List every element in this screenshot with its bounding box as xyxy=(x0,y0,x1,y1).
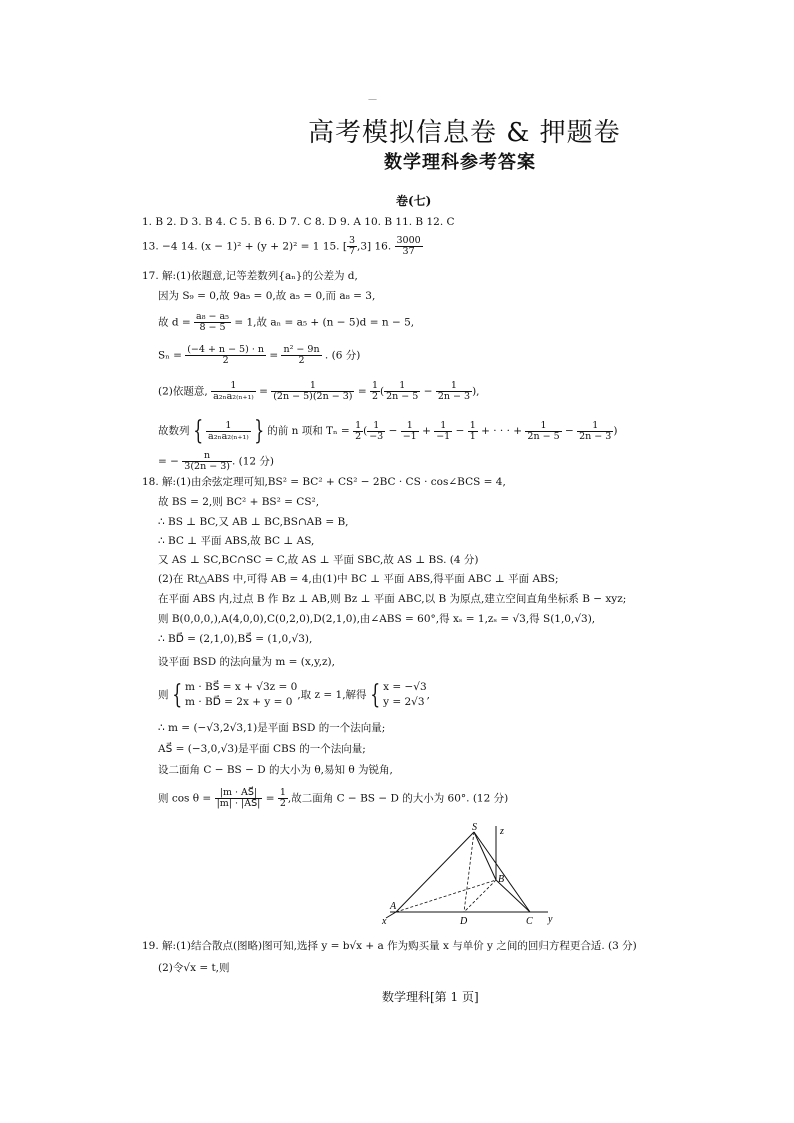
text: = xyxy=(269,349,279,362)
brace: { xyxy=(171,680,182,710)
q18-line-10: 设平面 BSD 的法向量为 m = (x,y,z), xyxy=(158,656,335,668)
equation-system xyxy=(185,680,297,710)
label-C: C xyxy=(526,916,533,927)
frac-num: 3000 xyxy=(396,235,421,246)
q18-line-8: 则 B(0,0,0,),A(4,0,0),C(0,2,0),D(2,1,0),由∠ABS = 60°,得 xₛ = 1,zₛ = √3,得 S(1,0,√3), xyxy=(158,613,596,625)
text: = 1,故 aₙ = a₅ + (n − 5)d = n − 5, xyxy=(234,316,415,329)
frac-den: 2n − 5 xyxy=(527,430,560,442)
q18-line-12: ∴ m = (−√3,2√3,1)是平面 BSD 的一个法向量; xyxy=(158,722,386,734)
frac-den: |m| · |AS⃗| xyxy=(216,798,261,809)
fraction xyxy=(194,312,231,333)
frac-den: 3(2n − 3) xyxy=(184,461,230,472)
fraction xyxy=(215,788,263,809)
equation: y = 2√3 xyxy=(383,696,425,708)
label-D: D xyxy=(460,916,468,927)
text: ( xyxy=(363,425,368,437)
frac-num: n xyxy=(182,451,232,462)
label-S: S xyxy=(472,822,477,833)
text: . (6 分) xyxy=(324,349,361,362)
text: = − xyxy=(158,455,179,468)
q17-line-6: 故数列 { $\frac{1}{\text{a₂ₙa₂₍ₙ₊₁₎}}$ } 的前 n 项和 Tₙ = $\frac{1}{2}$ ( $\frac{1}{-3}$ − $\frac{1}{-1}$ + $\frac{1}{-1}$ − $\frac{1}{1}$ + · · · + $\frac{1}{2n - 5}$ − $\frac{1}{2n - 3}$ ) xyxy=(158,416,618,446)
fraction xyxy=(367,421,385,442)
brace: { xyxy=(369,680,380,710)
q17-line-7 xyxy=(158,451,274,472)
frac-den: 7 xyxy=(348,246,355,257)
text: ,故二面角 C − BS − D 的大小为 60°. (12 分) xyxy=(287,792,509,805)
frac-num: 1 xyxy=(271,381,354,392)
label-A: A xyxy=(390,901,397,912)
frac-den: −1 xyxy=(436,430,451,442)
label-x: x xyxy=(382,916,387,927)
q18-line-5: 又 AS ⊥ SC,BC∩SC = C,故 AS ⊥ 平面 SBC,故 AS ⊥ BS. (4 分) xyxy=(158,554,479,566)
q18-line-7: 在平面 ABS 内,过点 B 作 Bz ⊥ AB,则 Bz ⊥ 平面 ABC,以 B 为原点,建立空间直角坐标系 B − xyz; xyxy=(158,593,627,605)
equation: x = −√3 xyxy=(383,681,427,693)
frac-num: a₈ − a₅ xyxy=(196,311,229,322)
q17-line-4 xyxy=(158,345,360,366)
frac-num: |m · AS⃗| xyxy=(215,788,263,799)
text: ( xyxy=(380,385,385,398)
text: ) xyxy=(613,425,618,437)
fraction xyxy=(278,788,288,809)
q19-line-1: 19. 解:(1)结合散点(图略)图可知,选择 y = b√x + a 作为购买量 x 与单价 y 之间的回归方程更合适. (3 分) xyxy=(142,940,637,952)
frac-den: 2 xyxy=(371,391,379,402)
geometry-figure xyxy=(376,820,566,930)
frac-den: 2 xyxy=(298,355,305,366)
fraction xyxy=(401,421,419,442)
fill-answers xyxy=(142,236,423,257)
text: . (12 分) xyxy=(231,455,275,468)
text: 的前 n 项和 Tₙ = xyxy=(267,425,350,437)
frac-den: 2n − 3 xyxy=(579,430,612,442)
q18-line-1: 18. 解:(1)由余弦定理可知,BS² = BC² + CS² − 2BC · CS · cos∠BCS = 4, xyxy=(142,476,506,488)
frac-num: 1 xyxy=(577,421,613,432)
frac-den: 1 xyxy=(469,430,476,442)
q17-line-3 xyxy=(158,312,414,333)
text: ,取 z = 1,解得 xyxy=(297,689,367,701)
edge-SA xyxy=(396,832,474,912)
fraction xyxy=(353,421,363,442)
page-title: 高考模拟信息卷 & 押题卷 xyxy=(308,118,621,148)
frac-num: 1 xyxy=(371,380,379,391)
q18-line-13: AS⃗ = (−3,0,√3)是平面 CBS 的一个法向量; xyxy=(158,743,366,755)
text: = xyxy=(357,385,367,398)
text: 故数列 xyxy=(158,425,190,437)
frac-den: 8 − 5 xyxy=(199,322,226,333)
brace: { xyxy=(192,416,203,446)
frac-num: 1 xyxy=(355,419,362,431)
q18-line-4: ∴ BC ⊥ 平面 ABS,故 BC ⊥ AS, xyxy=(158,535,315,547)
q18-line-14: 设二面角 C − BS − D 的大小为 θ,易知 θ 为锐角, xyxy=(158,764,393,776)
frac-num: 1 xyxy=(434,421,452,432)
q18-line-11 xyxy=(158,680,430,710)
mc-answers: 1. B 2. D 3. B 4. C 5. B 6. D 7. C 8. D 9. A 10. B 11. B 12. C xyxy=(142,216,455,228)
text: = xyxy=(259,385,268,398)
frac-num: 1 xyxy=(384,381,420,392)
frac-num: (−4 + n − 5) · n xyxy=(187,344,264,355)
page-footer: 数学理科[第 1 页] xyxy=(382,990,479,1004)
fill-prefix: 13. −4 14. (x − 1)² + (y + 2)² = 1 15. [ xyxy=(142,240,347,253)
frac-num: 1 xyxy=(211,381,256,392)
q18-line-15 xyxy=(158,788,508,809)
fraction xyxy=(370,381,380,402)
text: − xyxy=(423,385,433,398)
page-subtitle: 数学理科参考答案 xyxy=(384,152,536,173)
text: Sₙ = xyxy=(158,349,182,362)
fill-16-fraction xyxy=(395,236,423,257)
frac-num: 1 xyxy=(525,421,561,432)
equation: m · BD⃗ = 2x + y = 0 xyxy=(185,696,293,708)
frac-den: 2n − 3 xyxy=(437,391,471,402)
fraction xyxy=(206,421,251,442)
frac-den: −1 xyxy=(402,430,417,442)
fraction xyxy=(211,381,256,402)
fraction xyxy=(384,381,420,402)
fraction xyxy=(185,345,266,366)
q17-line-1: 17. 解:(1)依题意,记等差数列{aₙ}的公差为 d, xyxy=(142,270,358,282)
frac-num: 1 xyxy=(367,421,385,432)
text: (2)依题意, xyxy=(158,385,208,398)
label-B: B xyxy=(498,874,505,885)
frac-num: 1 xyxy=(469,419,476,431)
label-y: y xyxy=(548,914,553,925)
fraction xyxy=(434,421,452,442)
text: 故 d = xyxy=(158,316,191,329)
frac-num: n² − 9n xyxy=(283,344,320,355)
equation: m · BS⃗ = x + √3z = 0 xyxy=(185,681,298,693)
text: 则 xyxy=(158,689,169,701)
edge-BD xyxy=(464,880,496,912)
fill-15-fraction xyxy=(347,236,357,257)
label-z: z xyxy=(500,826,504,837)
text: = xyxy=(265,792,275,805)
fraction xyxy=(525,421,561,442)
text: , xyxy=(426,689,430,701)
fraction xyxy=(436,381,472,402)
brace: } xyxy=(254,416,264,446)
q18-line-3: ∴ BS ⊥ BC,又 AB ⊥ BC,BS∩AB = B, xyxy=(158,516,349,528)
frac-den: 2 xyxy=(355,430,362,442)
frac-den: (2n − 5)(2n − 3) xyxy=(273,391,353,402)
header-mark: — xyxy=(368,95,377,105)
frac-den: a₂ₙa₂₍ₙ₊₁₎ xyxy=(208,430,249,442)
q18-line-9: ∴ BD⃗ = (2,1,0),BS⃗ = (1,0,√3), xyxy=(158,633,313,645)
frac-den: −3 xyxy=(369,430,384,442)
edge-SB xyxy=(474,832,496,880)
text: 则 cos θ = xyxy=(158,792,212,805)
q18-line-2: 故 BS = 2,则 BC² + BS² = CS², xyxy=(158,496,320,508)
fraction xyxy=(271,381,354,402)
frac-den: a₂ₙa₂₍ₙ₊₁₎ xyxy=(213,391,254,402)
solution-system xyxy=(383,680,427,710)
frac-num: 1 xyxy=(206,421,251,432)
frac-den: 2 xyxy=(222,355,229,366)
fill-15-suffix: ,3] 16. xyxy=(357,240,392,253)
fraction xyxy=(577,421,613,442)
q19-line-2: (2)令√x = t,则 xyxy=(158,962,230,974)
frac-num: 3 xyxy=(348,235,355,246)
frac-num: 1 xyxy=(401,421,419,432)
frac-den: 2 xyxy=(279,798,286,809)
fraction xyxy=(182,451,232,472)
edge-SD xyxy=(464,832,474,912)
frac-num: 1 xyxy=(279,787,286,798)
fraction xyxy=(281,345,321,366)
frac-den: 37 xyxy=(402,246,415,257)
volume-label: 卷(七) xyxy=(396,194,432,208)
fraction xyxy=(468,421,478,442)
frac-den: 2n − 5 xyxy=(386,391,419,402)
q17-line-5 xyxy=(158,381,480,402)
axis-x xyxy=(386,912,396,918)
text: ), xyxy=(472,385,480,398)
q18-line-6: (2)在 Rt△ABS 中,可得 AB = 4,由(1)中 BC ⊥ 平面 ABS,得平面 ABC ⊥ 平面 ABS; xyxy=(158,573,559,585)
text: + · · · + xyxy=(481,425,523,437)
frac-num: 1 xyxy=(436,381,472,392)
edge-SC xyxy=(474,832,530,912)
q17-line-2: 因为 S₉ = 0,故 9a₅ = 0,故 a₅ = 0,而 a₈ = 3, xyxy=(158,290,376,302)
